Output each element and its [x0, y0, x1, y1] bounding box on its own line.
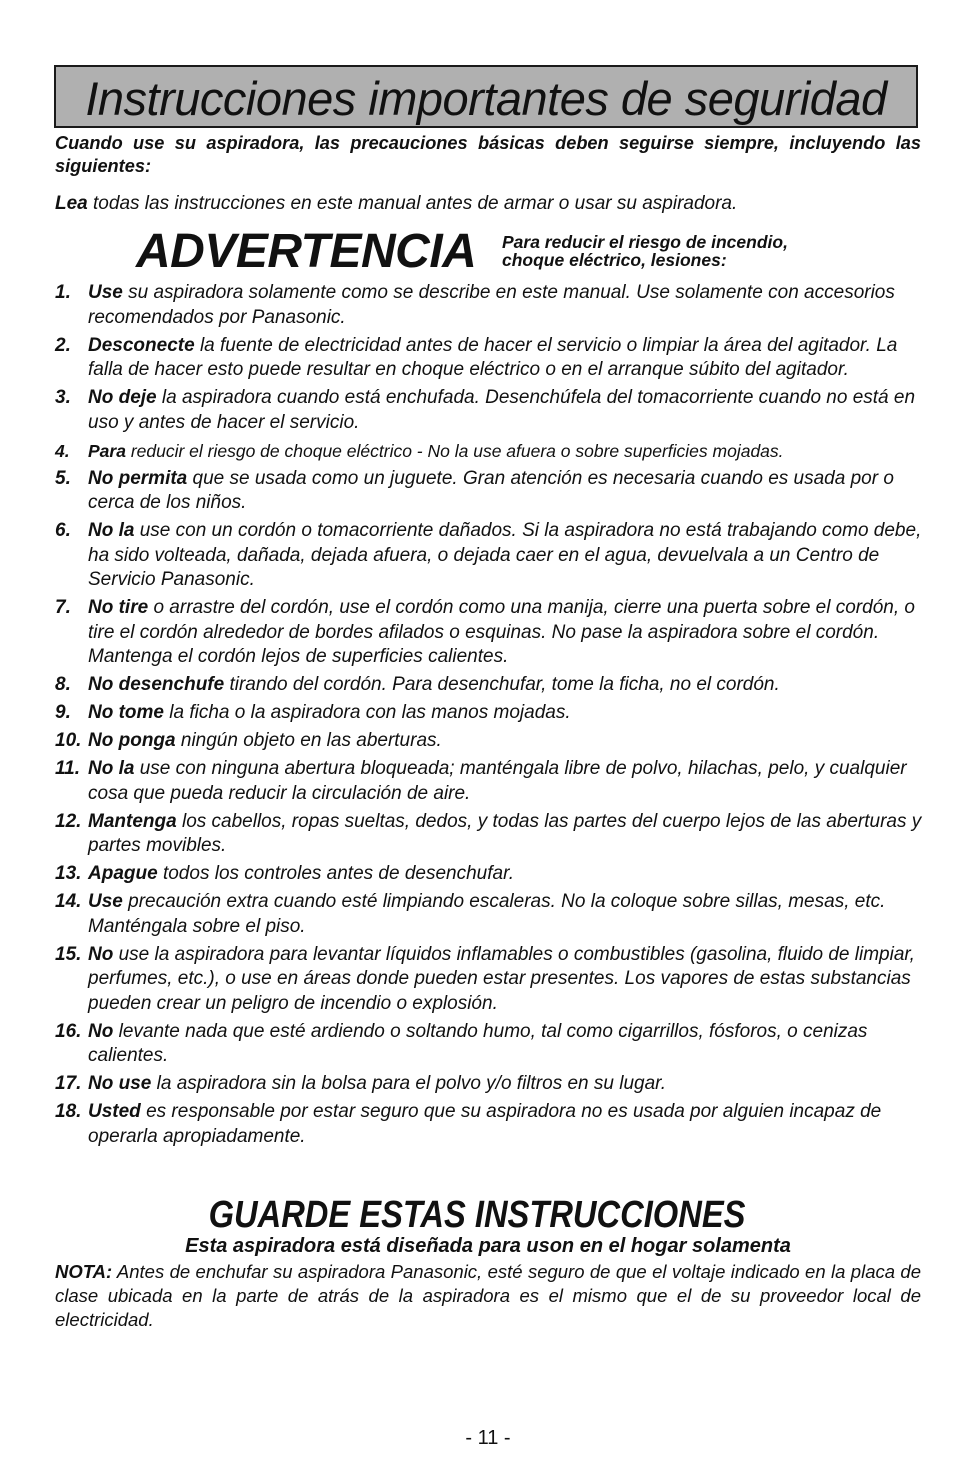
list-item [55, 386, 925, 435]
read-text: todas las instrucciones en este manual antes de armar o usar su aspiradora. [87, 193, 738, 214]
item-text: precaución extra cuando esté limpiando escaleras. No la coloque sobre sillas, mesas, etc. Manténgala sobre el piso. [88, 891, 886, 937]
list-item [55, 943, 925, 1017]
item-lead: No [88, 943, 114, 965]
list-item [55, 862, 925, 887]
item-number: 13. [55, 863, 82, 884]
item-number: 10. [55, 730, 82, 751]
item-lead: Use [88, 282, 123, 303]
item-text: la fuente de electricidad antes de hacer el servicio o limpiar la área del agitador. La falla de hacer esto puede resultar en choque eléctrico o en el arranque súbito del agitador. [88, 334, 898, 380]
item-text: ningún objeto en las aberturas. [175, 730, 442, 751]
item-text: use con un cordón o tomacorriente dañados. Si la aspiradora no está trabajando como debe, ha sido volteada, dañada, dejada afuera, o dejada caer en el agua, devuelvala a un Centro de Servicio Panasonic. [88, 520, 922, 590]
safety-list [55, 281, 925, 1153]
item-lead: No use [88, 1073, 152, 1094]
item-lead: No ponga [88, 730, 176, 751]
item-text: todos los controles antes de desenchufar. [157, 863, 514, 884]
item-text: la ficha o la aspiradora con las manos mojadas. [164, 702, 571, 723]
item-text: la aspiradora sin la bolsa para el polvo y/o filtros en su lugar. [151, 1073, 667, 1094]
item-lead: No deje [88, 387, 157, 408]
item-lead: Mantenga [88, 810, 177, 832]
item-number: 6. [55, 520, 71, 541]
item-text: use la aspiradora para levantar líquidos inflamables o combustibles (gasolina, fluido de limpiar, perfumes, etc.), o use en áreas donde pueden estar presentes. Los vapores de estas substancias pueden crear un peligro de incendio o explosión. [88, 943, 915, 1014]
item-lead: No la [88, 520, 135, 541]
item-lead: No tome [88, 702, 164, 723]
item-number: 16. [55, 1020, 82, 1042]
warning-note-line-1: Para reducir el riesgo de incendio, [502, 232, 788, 252]
item-lead: No desenchufe [88, 674, 225, 695]
list-item [55, 281, 925, 330]
item-lead: No permita [88, 467, 188, 489]
item-lead: Usted [88, 1101, 141, 1122]
item-text: reducir el riesgo de choque eléctrico - No la use afuera o sobre superficies mojadas. [125, 440, 784, 461]
intro-text: Cuando use su aspiradora, las precauciones básicas deben seguirse siempre, incluyendo las siguientes: [55, 133, 921, 176]
item-text: tirando del cordón. Para desenchufar, tome la ficha, no el cordón. [224, 674, 780, 695]
item-number: 2. [55, 334, 71, 356]
list-item [55, 596, 925, 670]
item-lead: Use [88, 891, 123, 912]
list-item [55, 1100, 925, 1149]
item-lead: No tire [88, 597, 149, 618]
item-number: 15. [55, 943, 82, 965]
household-use-subheading: Esta aspiradora está diseñada para uson en el hogar solamenta [185, 1235, 791, 1257]
voltage-note [55, 1260, 921, 1332]
list-item [55, 467, 925, 516]
item-lead: Apague [88, 863, 158, 884]
item-lead: No [88, 1020, 114, 1042]
item-text: los cabellos, ropas sueltas, dedos, y todas las partes del cuerpo lejos de las aberturas y partes movibles. [88, 810, 922, 856]
item-number: 3. [55, 387, 71, 408]
item-lead: Para [88, 440, 126, 461]
read-lead: Lea [55, 193, 88, 214]
item-text: que se usada como un juguete. Gran atención es necesaria cuando es usada por o cerca de los niños. [88, 467, 894, 513]
item-number: 9. [55, 702, 71, 723]
list-item [55, 439, 925, 464]
item-number: 14. [55, 891, 82, 912]
item-text: la aspiradora cuando está enchufada. Desenchúfela del tomacorriente cuando no está en uso y antes de hacer el servicio. [88, 387, 916, 433]
warning-heading: ADVERTENCIA [136, 225, 477, 278]
list-item [55, 729, 925, 754]
item-number: 12. [55, 810, 82, 832]
item-number: 4. [55, 440, 70, 461]
read-instructions [55, 193, 737, 215]
item-number: 8. [55, 674, 71, 695]
list-item [55, 890, 925, 939]
item-text: es responsable por estar seguro que su aspiradora no es usada por alguien incapaz de operarla apropiadamente. [88, 1101, 882, 1147]
item-text: levante nada que esté ardiendo o soltando humo, tal como cigarrillos, fósforos, o cenizas calientes. [88, 1020, 868, 1066]
list-item [55, 757, 925, 806]
list-item [55, 673, 925, 698]
item-number: 18. [55, 1101, 82, 1122]
item-number: 1. [55, 282, 71, 303]
list-item [55, 810, 925, 859]
list-item [55, 1072, 925, 1097]
list-item [55, 701, 925, 726]
warning-note-line-2: choque eléctrico, lesiones: [502, 250, 727, 270]
item-text: use con ninguna abertura bloqueada; manténgala libre de polvo, hilachas, pelo, y cualquier cosa que pueda reducir la circulación de aire. [88, 758, 907, 804]
title-banner [54, 65, 918, 128]
list-item [55, 1020, 925, 1069]
item-lead: Desconecte [88, 334, 195, 356]
item-number: 5. [55, 467, 71, 489]
item-text: su aspiradora solamente como se describe en este manual. Use solamente con accesorios recomendados por Panasonic. [88, 282, 895, 328]
list-item [55, 519, 925, 593]
note-lead: NOTA: [55, 1261, 113, 1282]
warning-note [502, 233, 788, 269]
item-number: 7. [55, 597, 71, 618]
list-item [55, 334, 925, 383]
note-text: Antes de enchufar su aspiradora Panasonic, esté seguro de que el voltaje indicado en la placa de clase ubicada en la parte de atrás de la aspiradora es el mismo que el de su proveedor local de electricidad. [55, 1261, 921, 1330]
item-number: 11. [55, 758, 81, 779]
save-instructions-heading: GUARDE ESTAS INSTRUCCIONES [208, 1194, 746, 1236]
item-text: o arrastre del cordón, use el cordón como una manija, cierre una puerta sobre el cordón, o tire el cordón alrededor de bordes afilados o esquinas. No pase la aspiradora sobre el cordón. Mantenga el cordón lejos de superficies calientes. [88, 597, 915, 667]
page-number: - 11 - [465, 1427, 511, 1449]
item-lead: No la [88, 758, 135, 779]
page-title: Instrucciones importantes de seguridad [85, 72, 887, 125]
item-number: 17. [55, 1073, 82, 1094]
